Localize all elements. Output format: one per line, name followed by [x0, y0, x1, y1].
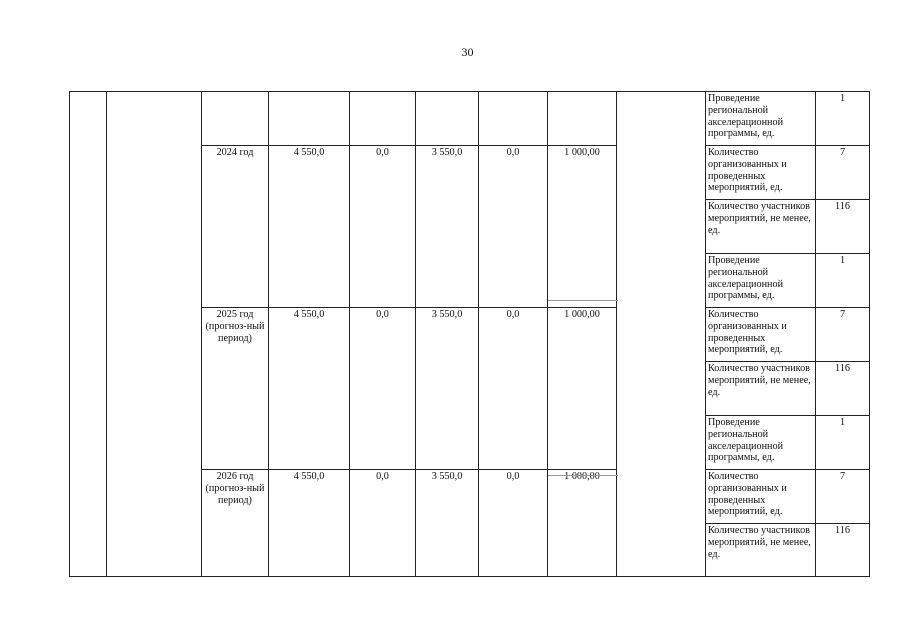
- cell-executor: [617, 92, 706, 577]
- cell-total: [269, 92, 350, 146]
- indicator-value: 1: [816, 254, 870, 308]
- cell-col-c: [479, 92, 548, 146]
- year-label: 2024 год: [202, 146, 269, 308]
- indicator-value: 116: [816, 362, 870, 416]
- indicator-value: 116: [816, 200, 870, 254]
- amount-col-b: 3 550,0: [416, 470, 479, 577]
- amount-col-d: 1 000,00: [548, 308, 617, 470]
- indicator-name: Количество организованных и проведенных мероприятий, ед.: [706, 308, 816, 362]
- cell-col-a: [350, 92, 416, 146]
- amount-col-a: 0,0: [350, 146, 416, 308]
- amount-total: 4 550,0: [269, 308, 350, 470]
- cell-col-d: [548, 92, 617, 146]
- indicator-name: Количество организованных и проведенных мероприятий, ед.: [706, 146, 816, 200]
- scan-hairline: [548, 300, 618, 301]
- amount-total: 4 550,0: [269, 146, 350, 308]
- cell-year: [202, 92, 269, 146]
- indicator-name: Количество участников мероприятий, не менее, ед.: [706, 362, 816, 416]
- indicator-name: Количество организованных и проведенных мероприятий, ед.: [706, 470, 816, 524]
- indicator-value: 7: [816, 470, 870, 524]
- amount-col-b: 3 550,0: [416, 308, 479, 470]
- budget-table: [69, 91, 870, 577]
- indicator-name: Количество участников мероприятий, не менее, ед.: [706, 200, 816, 254]
- year-label: 2026 год (прогноз-ный период): [202, 470, 269, 577]
- year-label: 2025 год (прогноз-ный период): [202, 308, 269, 470]
- cell-number: [70, 92, 107, 577]
- cell-col-b: [416, 92, 479, 146]
- indicator-value: 1: [816, 416, 870, 470]
- amount-col-c: 0,0: [479, 146, 548, 308]
- indicator-name: Количество участников мероприятий, не менее, ед.: [706, 524, 816, 577]
- indicator-value: 7: [816, 308, 870, 362]
- indicator-name: Проведение региональной акселерационной программы, ед.: [706, 92, 816, 146]
- amount-col-c: 0,0: [479, 308, 548, 470]
- page-number: 30: [461, 45, 474, 59]
- amount-col-d: 1 000,00: [548, 146, 617, 308]
- indicator-name: Проведение региональной акселерационной программы, ед.: [706, 254, 816, 308]
- amount-col-a: 0,0: [350, 470, 416, 577]
- amount-col-d: 1 000,00: [548, 470, 617, 577]
- indicator-value: 7: [816, 146, 870, 200]
- amount-col-b: 3 550,0: [416, 146, 479, 308]
- scan-hairline: [548, 475, 618, 476]
- cell-event-name: [107, 92, 202, 577]
- table-row: [70, 92, 870, 146]
- amount-col-c: 0,0: [479, 470, 548, 577]
- indicator-value: 116: [816, 524, 870, 577]
- amount-total: 4 550,0: [269, 470, 350, 577]
- indicator-value: 1: [816, 92, 870, 146]
- indicator-name: Проведение региональной акселерационной программы, ед.: [706, 416, 816, 470]
- amount-col-a: 0,0: [350, 308, 416, 470]
